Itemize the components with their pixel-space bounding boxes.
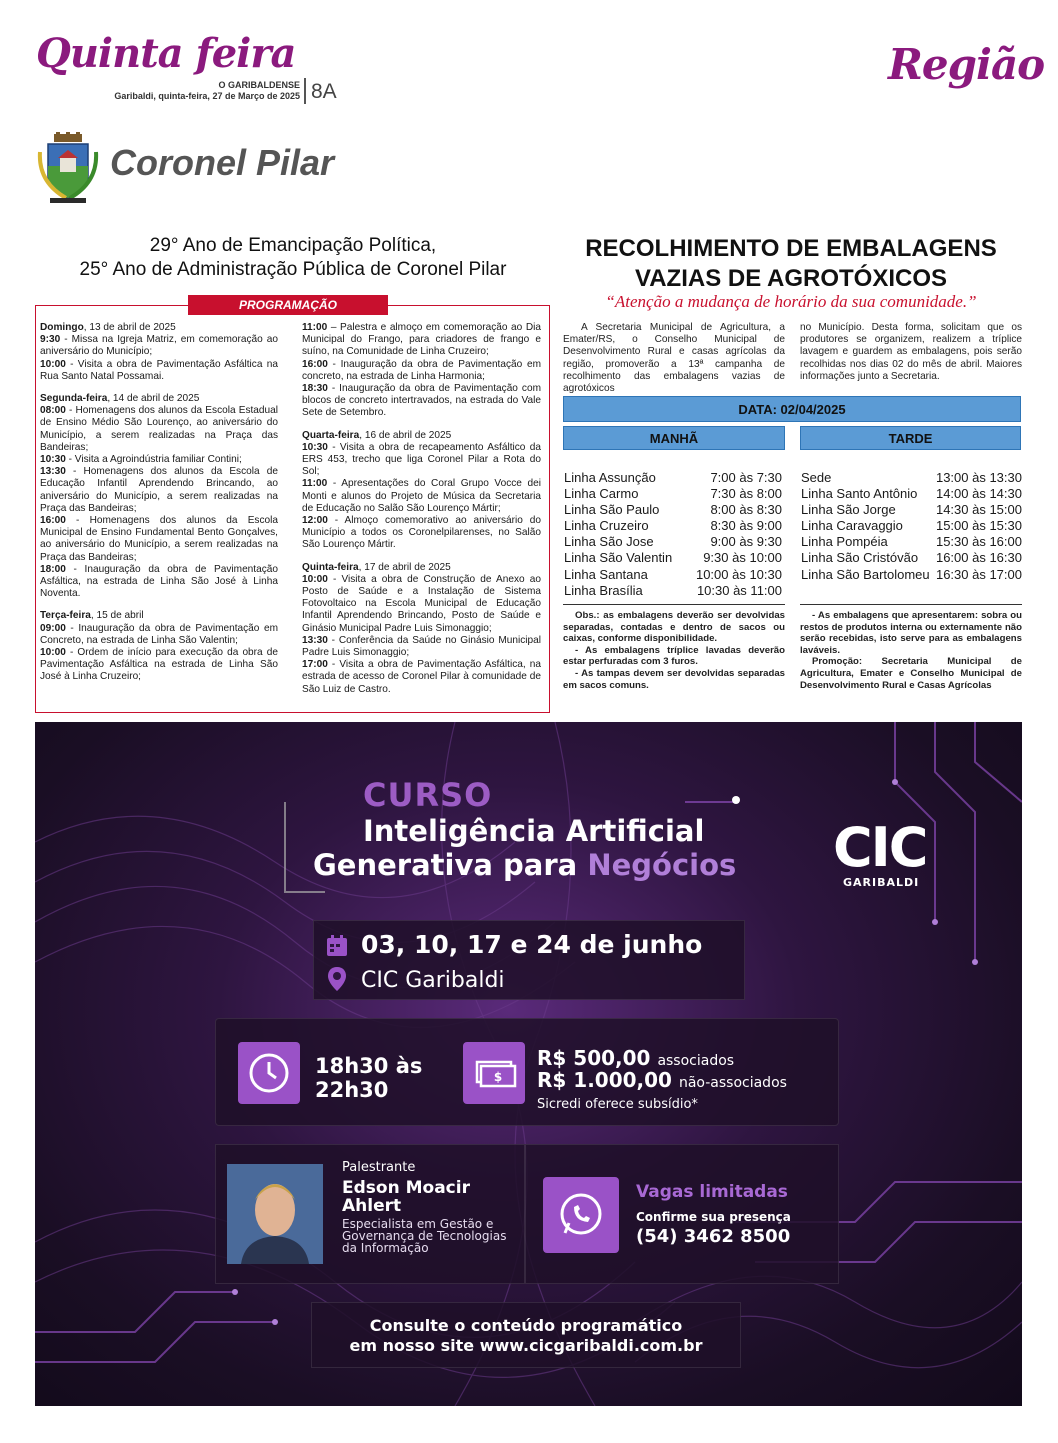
morning-schedule bbox=[564, 470, 782, 599]
program-day-date: , 16 de abril de 2025 bbox=[359, 429, 452, 441]
schedule-row bbox=[801, 567, 1022, 583]
recolhimento-subtitle: “Atenção a mudança de horário da sua comunidade.” bbox=[605, 292, 977, 311]
program-item-time: 10:00 bbox=[40, 647, 66, 659]
course-location: CIC Garibaldi bbox=[361, 968, 505, 993]
program-day bbox=[40, 322, 278, 383]
schedule-place: Sede bbox=[801, 470, 832, 485]
course-advertisement bbox=[35, 722, 1022, 1406]
program-item bbox=[302, 383, 541, 420]
schedule-time: 7:30 às 8:00 bbox=[710, 486, 782, 502]
program-item bbox=[302, 322, 541, 359]
program-item-time: 10:00 bbox=[40, 358, 66, 370]
program-item-desc: - Inauguração da obra de Pavimentação em Concreto, na estrada de Linha São Valentin; bbox=[40, 622, 278, 646]
program-day-name: Domingo bbox=[40, 322, 84, 333]
program-item bbox=[40, 359, 278, 383]
recolhimento-text-2: no Município. Desta forma, solicitam que os produtores se organizem, realizem a tríplice lavagem e guardem as embalagens, pois serão recolhidas nos dias 02 do mês de abril. Maiores informações junto a Secretaria. bbox=[800, 322, 1022, 382]
schedule-row bbox=[564, 567, 782, 583]
schedule-place: Linha Caravaggio bbox=[801, 518, 903, 534]
schedule-time: 8:30 às 9:00 bbox=[710, 518, 782, 534]
subsidy-note: Sicredi oferece subsídio* bbox=[537, 1097, 698, 1112]
dateline: Garibaldi, quinta-feira, 27 de Março de 2025 bbox=[114, 91, 300, 101]
morning-header: MANHÃ bbox=[563, 426, 785, 450]
course-title-line2 bbox=[313, 848, 736, 882]
price-nonmembers-value: R$ 1.000,00 bbox=[537, 1068, 672, 1092]
observations-2 bbox=[800, 610, 1022, 691]
schedule-row bbox=[564, 502, 782, 518]
program-item-time: 18:30 bbox=[302, 383, 328, 395]
cic-logo-subtitle: GARIBALDI bbox=[843, 876, 920, 889]
price-nonmembers bbox=[537, 1068, 787, 1092]
schedule-row bbox=[564, 470, 782, 486]
program-item bbox=[40, 466, 278, 515]
program-item-time: 09:00 bbox=[40, 622, 66, 634]
divider bbox=[800, 604, 1022, 605]
speaker-last-name: Ahlert bbox=[342, 1196, 402, 1216]
limited-spots: Vagas limitadas bbox=[636, 1182, 788, 1202]
recolhimento-text-1: A Secretaria Municipal de Agricultura, a Emater/RS, o Conselho Municipal de Desenvolvimento Rural e casas agrícolas da região, promoverão a 13ª campanha de recolhimento das embalagens vazias de agrotóxicos bbox=[563, 322, 785, 395]
programacao-column-2 bbox=[302, 322, 541, 706]
schedule-place: Linha São Jorge bbox=[801, 502, 896, 518]
section-title: Região bbox=[888, 40, 1045, 89]
header-divider bbox=[304, 78, 306, 104]
program-item bbox=[40, 334, 278, 358]
schedule-row bbox=[801, 518, 1022, 534]
program-day bbox=[40, 393, 278, 600]
program-item-time: 10:30 bbox=[40, 454, 66, 466]
program-day-name: Quinta-feira bbox=[302, 561, 359, 573]
program-day-date: , 14 de abril de 2025 bbox=[107, 393, 200, 405]
schedule-time: 8:00 às 8:30 bbox=[710, 502, 782, 518]
recolhimento-title-line1: RECOLHIMENTO DE EMBALAGENS bbox=[585, 235, 997, 262]
program-item bbox=[40, 515, 278, 564]
program-item-desc: - Visita a obra de recapeamento Asfáltico da ERS 453, trecho que liga Coronel Pilar a Rota do Sol; bbox=[302, 441, 541, 478]
course-time: 18h30 às 22h30 bbox=[315, 1054, 423, 1102]
observation-line: - As embalagens que apresentarem: sobra ou restos de produtos interna ou externamente não serão recebidas, isto serve para as embalagens laváveis. bbox=[800, 610, 1022, 656]
price-members-value: R$ 500,00 bbox=[537, 1046, 651, 1070]
program-item-desc: - Visita a obra de Pavimentação Asfáltica na Rua Santo Natal Possamai. bbox=[40, 358, 278, 382]
schedule-row bbox=[564, 583, 782, 599]
recolhimento-title bbox=[560, 234, 1022, 294]
schedule-place: Linha São Jose bbox=[564, 534, 654, 550]
schedule-time: 15:30 às 16:00 bbox=[935, 534, 1022, 550]
schedule-time: 14:00 às 14:30 bbox=[935, 486, 1022, 502]
program-item-desc: - Ordem de início para execução da obra de Pavimentação Asfáltica na estrada de Linha São José à Linha Cruzeiro; bbox=[40, 647, 278, 683]
program-item-desc: - Visita a obra de Construção de Anexo ao Posto de Saúde e a Instalação de Sistema Fotovoltaico na Escola Municipal de Educação Infantil Aprendendo Brincando, Posto de Saúde e Ginásio Municipal Padre Luis Simonaggio; bbox=[302, 573, 541, 634]
course-dates: 03, 10, 17 e 24 de junho bbox=[361, 930, 703, 959]
schedule-row bbox=[801, 486, 1022, 502]
page-number: 8A bbox=[311, 80, 337, 103]
program-day bbox=[302, 562, 541, 696]
schedule-time: 9:30 às 10:00 bbox=[703, 550, 782, 566]
course-label: CURSO bbox=[363, 776, 493, 814]
program-day-date: , 17 de abril de 2025 bbox=[358, 561, 451, 573]
program-item bbox=[302, 574, 541, 635]
afternoon-header: TARDE bbox=[800, 426, 1021, 450]
speaker-role: Especialista em Gestão e Governança de Tecnologias da Informação bbox=[342, 1217, 507, 1255]
schedule-time: 13:00 às 13:30 bbox=[935, 470, 1022, 485]
program-item bbox=[302, 442, 541, 479]
schedule-place: Linha São Cristóvão bbox=[801, 550, 919, 566]
program-day-name: Quarta-feira bbox=[302, 429, 360, 441]
schedule-time: 14:30 às 15:00 bbox=[935, 502, 1022, 518]
city-name: Coronel Pilar bbox=[110, 142, 335, 183]
program-day-heading bbox=[302, 430, 541, 442]
header-publication bbox=[110, 80, 300, 102]
program-day-heading bbox=[302, 562, 541, 574]
website-link[interactable]: em nosso site www.cicgaribaldi.com.br bbox=[349, 1336, 703, 1355]
program-item-time: 11:00 bbox=[302, 478, 328, 490]
schedule-place: Linha São Valentin bbox=[564, 550, 673, 566]
schedule-time: 9:00 às 9:30 bbox=[710, 534, 782, 550]
schedule-time: 16:30 às 17:00 bbox=[935, 566, 1022, 582]
program-item-time: 10:30 bbox=[302, 441, 328, 453]
program-item-time: 10:00 bbox=[302, 573, 328, 585]
program-item-desc: - Inauguração da obra de Pavimentação em concreto, na estrada de Linha Harmonia; bbox=[302, 358, 541, 382]
program-item bbox=[302, 515, 541, 552]
course-title-line2-b: Negócios bbox=[587, 848, 737, 882]
schedule-row bbox=[801, 502, 1022, 518]
schedule-place: Linha São Bartolomeu bbox=[801, 566, 930, 582]
program-day-date: , 13 de abril de 2025 bbox=[83, 322, 176, 333]
program-item-desc: - Homenagens dos alunos da Escola Municipal de Ensino Fundamental Bento Gonçalves, ao aniversário do Município, a serem realizadas na Praça das Bandeiras; bbox=[40, 515, 278, 563]
program-item-time: 12:00 bbox=[302, 515, 328, 527]
afternoon-schedule bbox=[801, 470, 1022, 583]
observation-line: - As embalagens tríplice lavadas deverão estar perfuradas com 3 furos. bbox=[563, 644, 785, 668]
program-item-time: 17:00 bbox=[302, 659, 328, 671]
observation-line: Obs.: as embalagens deverão ser devolvidas separadas, contadas e dentro de sacos ou caixas, conforme disponibilidade. bbox=[563, 610, 785, 645]
program-day-heading bbox=[40, 610, 278, 622]
program-day bbox=[302, 322, 541, 420]
program-day-name: Terça-feira bbox=[40, 610, 91, 622]
municipal-crest-icon bbox=[36, 132, 100, 204]
confirm-label: Confirme sua presença bbox=[636, 1210, 791, 1224]
program-day-date: , 15 de abril bbox=[90, 610, 144, 622]
schedule-row bbox=[801, 550, 1022, 566]
header-day: Quinta feira bbox=[36, 30, 296, 77]
schedule-row bbox=[564, 550, 782, 566]
schedule-place: Linha Santo Antônio bbox=[801, 486, 918, 502]
program-item-desc: - Apresentações do Coral Grupo Vocce dei Monti e alunos do Projeto de Música da Secretaria de Educação no Salão São Lourenço Mártir; bbox=[302, 478, 541, 514]
schedule-time: 10:00 às 10:30 bbox=[695, 566, 782, 582]
schedule-time: 10:30 às 11:00 bbox=[696, 582, 782, 598]
course-title-line1: Inteligência Artificial bbox=[363, 814, 705, 848]
program-item-desc: - Homenagens dos alunos da Escola Estadual de Ensino Médio São Lourenço, ao aniversário do Município, a serem realizadas na Praça das Bandeiras; bbox=[40, 405, 278, 453]
price-members-note: associados bbox=[657, 1053, 735, 1069]
schedule-place: Linha Brasília bbox=[564, 582, 643, 598]
program-item-desc: - Inauguração da obra de Pavimentação com blocos de concreto intertravados, na estrada do Vale Sete de Setembro. bbox=[302, 383, 541, 419]
schedule-row bbox=[564, 534, 782, 550]
observation-line: Promoção: Secretaria Municipal de Agricultura, Emater e Conselho Municipal de Desenvolvimento Rural e Casas Agrícolas bbox=[800, 656, 1022, 691]
cic-logo: CIC bbox=[833, 816, 927, 879]
program-day-name: Segunda-feira bbox=[40, 393, 108, 405]
programacao-column-1 bbox=[40, 322, 278, 694]
price-nonmembers-note: não-associados bbox=[678, 1075, 787, 1091]
program-item-time: 9:30 bbox=[40, 334, 61, 346]
website-panel bbox=[311, 1302, 741, 1368]
price-members bbox=[537, 1046, 734, 1070]
schedule-row bbox=[801, 534, 1022, 550]
program-item bbox=[302, 359, 541, 383]
program-item-time: 13:30 bbox=[40, 466, 66, 478]
program-item-desc: - Visita a obra de Pavimentação Asfáltica, na estrada de acesso de Coronel Pilar à comunidade de São Luiz de Castro. bbox=[302, 659, 541, 695]
schedule-place: Linha Assunção bbox=[564, 470, 656, 485]
whatsapp-icon bbox=[543, 1177, 619, 1253]
observation-line: - As tampas devem ser devolvidas separadas em sacos comuns. bbox=[563, 667, 785, 691]
clock-icon bbox=[238, 1042, 300, 1104]
programacao-title-line2: 25° Ano de Administração Pública de Coronel Pilar bbox=[79, 259, 507, 280]
program-item-desc: - Missa na Igreja Matriz, em comemoração ao aniversário do Município; bbox=[40, 334, 278, 358]
program-item-time: 11:00 bbox=[302, 322, 328, 333]
program-item-desc: - Homenagens dos alunos da Escola de Educação Infantil Aprendendo Brincando, ao aniversário do Município, a serem realizadas na Praça das Bandeiras; bbox=[40, 466, 278, 514]
program-item bbox=[302, 659, 541, 696]
svg-text:$: $ bbox=[493, 1070, 503, 1084]
program-day bbox=[302, 430, 541, 552]
schedule-time: 15:00 às 15:30 bbox=[935, 518, 1022, 534]
program-item-time: 16:00 bbox=[40, 515, 66, 527]
money-icon bbox=[463, 1042, 525, 1104]
schedule-place: Linha Santana bbox=[564, 566, 648, 582]
programacao-title-line1: 29° Ano de Emancipação Política, bbox=[149, 235, 437, 256]
program-day bbox=[40, 610, 278, 683]
program-item-desc: – Palestra e almoço em comemoração ao Dia Municipal do Frango, para criadores de frango e suíno, na Comunidade de Linha Cruzeiro; bbox=[302, 322, 541, 358]
programacao-label: PROGRAMAÇÃO bbox=[188, 295, 388, 315]
divider bbox=[563, 604, 785, 605]
speaker-label: Palestrante bbox=[342, 1160, 416, 1175]
calendar-icon bbox=[325, 934, 349, 958]
program-item-time: 13:30 bbox=[302, 634, 328, 646]
program-item bbox=[302, 635, 541, 659]
program-item-time: 08:00 bbox=[40, 405, 66, 417]
collection-date-bar: DATA: 02/04/2025 bbox=[563, 396, 1021, 422]
program-item bbox=[40, 647, 278, 684]
schedule-time: 16:00 às 16:30 bbox=[935, 550, 1022, 566]
program-item-time: 18:00 bbox=[40, 563, 66, 575]
schedule-place: Linha Cruzeiro bbox=[564, 518, 649, 534]
program-item-desc: - Conferência da Saúde no Ginásio Municipal Padre Luis Simonaggio; bbox=[302, 634, 541, 659]
program-item bbox=[40, 564, 278, 601]
schedule-time: 7:00 às 7:30 bbox=[710, 470, 782, 485]
schedule-place: Linha Pompéia bbox=[801, 534, 888, 550]
program-item bbox=[40, 623, 278, 647]
speaker-photo bbox=[227, 1164, 323, 1264]
program-item-desc: - Inauguração da obra de Pavimentação Asfáltica, na estrada de Linha São José à Linha Noventa. bbox=[40, 563, 278, 600]
observations-1 bbox=[563, 610, 785, 691]
program-item-desc: - Almoço comemorativo ao aniversário do Município a todos os Coronelpilarenses, no Salão São Lourenço Mártir. bbox=[302, 515, 541, 551]
schedule-row bbox=[564, 518, 782, 534]
program-item bbox=[40, 405, 278, 454]
course-title-line2-a: Generativa para bbox=[313, 848, 588, 882]
program-item-desc: - Visita a Agroindústria familiar Contini; bbox=[65, 454, 242, 466]
speaker-first-name: Edson Moacir bbox=[342, 1178, 470, 1198]
program-day-heading bbox=[40, 393, 278, 405]
schedule-row bbox=[564, 486, 782, 502]
program-item-time: 16:00 bbox=[302, 358, 328, 370]
schedule-row bbox=[801, 470, 1022, 486]
program-item bbox=[40, 454, 278, 466]
website-line1: Consulte o conteúdo programático bbox=[369, 1316, 683, 1335]
program-day-heading bbox=[40, 322, 278, 334]
location-pin-icon bbox=[327, 966, 347, 992]
program-item bbox=[302, 478, 541, 515]
programacao-title bbox=[36, 234, 550, 282]
schedule-place: Linha Carmo bbox=[564, 486, 639, 502]
schedule-place: Linha São Paulo bbox=[564, 502, 660, 518]
phone-number[interactable]: (54) 3462 8500 bbox=[636, 1226, 791, 1247]
recolhimento-title-line2: VAZIAS DE AGROTÓXICOS bbox=[634, 265, 948, 292]
publication-name: O GARIBALDENSE bbox=[218, 80, 300, 90]
